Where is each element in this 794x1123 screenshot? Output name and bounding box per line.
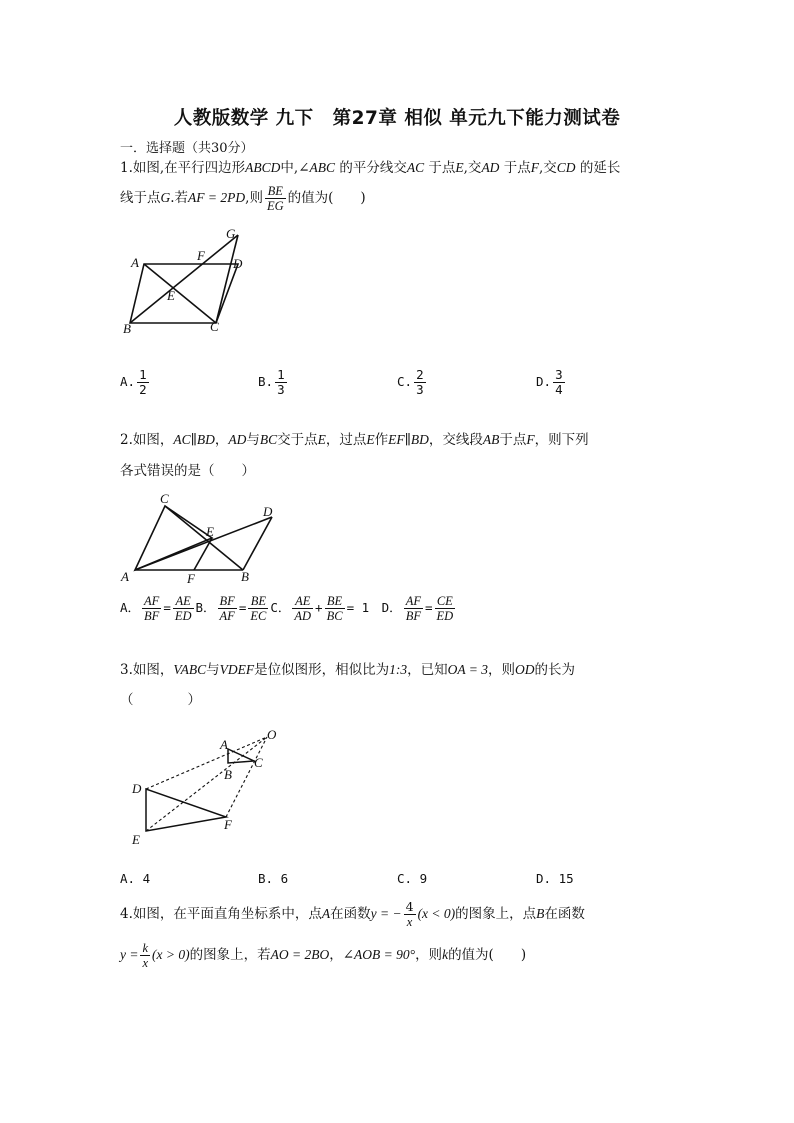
q1-figure: [115, 222, 255, 337]
q1-option-b[interactable]: B. $\frac{1}{3}$: [258, 367, 285, 397]
q3-label-f: F: [224, 817, 232, 832]
q2-label-d: D: [263, 504, 273, 519]
q1-option-a[interactable]: A. $\frac{1}{2}$: [120, 367, 147, 397]
q3-line1: 3.如图，VABC与VDEF是位似图形，相似比为1:3，已知OA = 3，则OD的长为: [120, 662, 576, 678]
q2-figure: [115, 488, 285, 588]
q1-option-c[interactable]: C. $\frac{2}{3}$: [397, 367, 424, 397]
q3-label-e: E: [132, 832, 140, 847]
page-title: 人教版数学 九下 第27章 相似 单元九下能力测试卷: [173, 108, 621, 129]
q1-line2: 线于点G.若AF = 2PD,则 $\frac{BE}{EG}$ 的值为( ): [120, 184, 366, 213]
q1-label-b: B: [123, 321, 131, 336]
q3-label-d: D: [132, 781, 142, 796]
q3-label-c: C: [254, 755, 263, 770]
q1-label-g: G: [226, 226, 236, 241]
q4-line1: 4.如图，在平面直角坐标系中，点A在函数y = − $\frac{4}{x}$ (x < 0)的图象上，点B在函数: [120, 899, 585, 929]
q3-figure: [118, 725, 288, 850]
q4-line2: y = $\frac{k}{x}$ (x > 0)的图象上，若AO = 2BO，∠AOB = 90°，则k的值为( ): [120, 941, 527, 970]
q2-line1: 2.如图，AC∥BD，AD与BC交于点E，过点E作EF∥BD，交线段AB于点F，则下列: [120, 432, 589, 448]
q1-fraction: $\frac{BE}{EG}$: [266, 184, 284, 213]
q1-line1: 1.如图,在平行四边形ABCD中,∠ABC 的平分线交AC 于点E,交AD 于点F,交CD 的延长: [120, 160, 621, 176]
q2-label-e: E: [206, 524, 214, 539]
q1-label-a: A: [131, 255, 139, 270]
q2-option-c[interactable]: C． $\frac{AE}{AD}$ + $\frac{BE}{BC}$ = 1: [270, 594, 370, 623]
q2-label-a: A: [121, 569, 129, 584]
section-heading: 一．选择题（共30分）: [120, 141, 254, 156]
q3-label-a: A: [220, 737, 228, 752]
q3-option-b[interactable]: B. 6: [258, 871, 289, 886]
q2-label-c: C: [160, 491, 169, 506]
q1-label-f: F: [197, 248, 205, 263]
q3-option-c[interactable]: C. 9: [397, 871, 428, 886]
q1-label-d: D: [233, 256, 243, 271]
q1-option-d[interactable]: D. $\frac{3}{4}$: [536, 367, 563, 397]
q2-triangle-ace: [135, 506, 212, 570]
q3-option-a[interactable]: A. 4: [120, 871, 151, 886]
q2-option-a[interactable]: A． $\frac{AF}{BF}$ = $\frac{AE}{ED}$: [120, 594, 192, 623]
q1-label-c: C: [210, 319, 219, 334]
q2-label-f: F: [187, 571, 195, 586]
q2-option-b[interactable]: B． $\frac{BF}{AF}$ = $\frac{BE}{EC}$: [195, 594, 267, 623]
q2-line2: 各式错误的是（ ）: [120, 463, 255, 479]
q1-label-e: E: [167, 288, 175, 303]
q3-label-b: B: [224, 767, 232, 782]
q3-triangle-def: [146, 789, 226, 831]
q3-triangle-abc: [228, 749, 254, 763]
q1-parallelogram: [130, 264, 238, 323]
q3-label-o: O: [267, 727, 277, 742]
q2-option-d[interactable]: D． $\frac{AF}{BF}$ = $\frac{CE}{ED}$: [381, 594, 454, 623]
q2-label-b: B: [241, 569, 249, 584]
q2-options: [120, 594, 457, 623]
q3-option-d[interactable]: D. 15: [536, 871, 574, 886]
q3-line2: （ ）: [120, 692, 201, 708]
